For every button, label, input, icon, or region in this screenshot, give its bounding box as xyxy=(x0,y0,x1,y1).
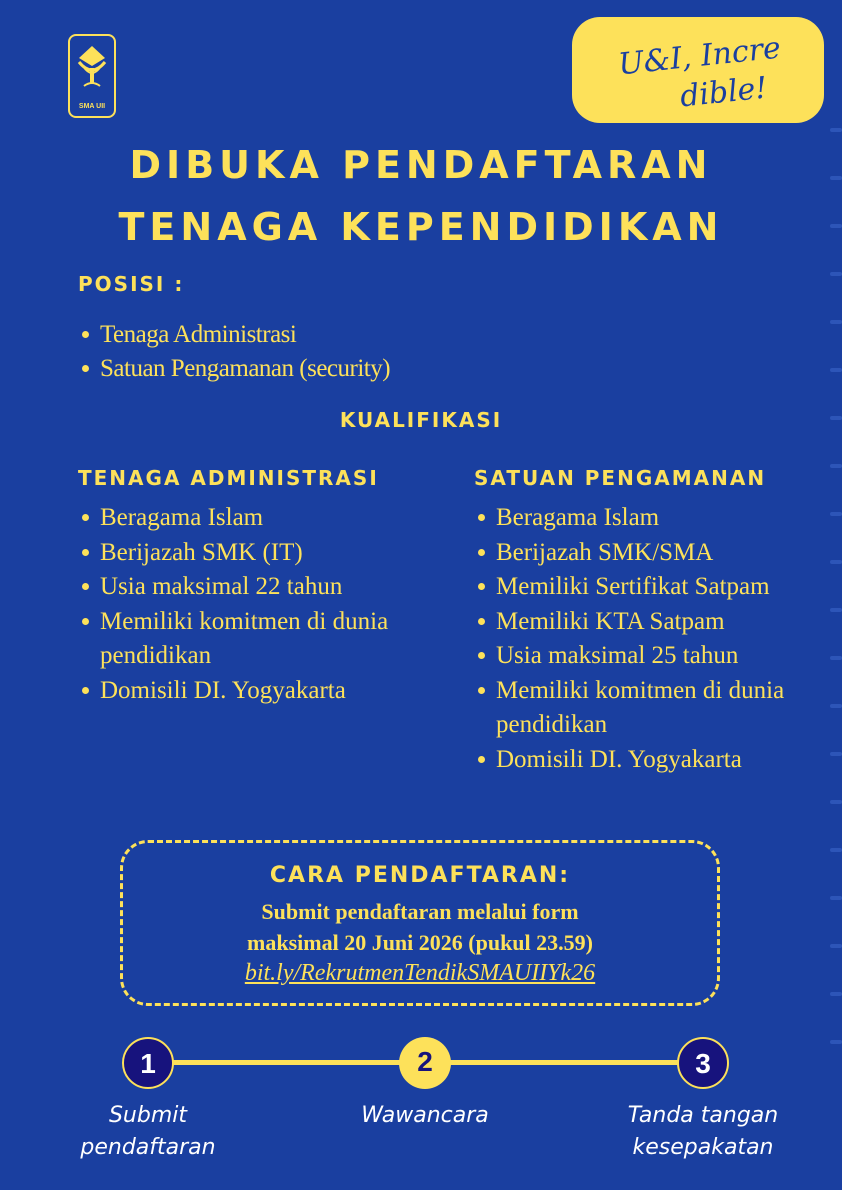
registration-link[interactable]: bit.ly/RekrutmenTendikSMAUIIYk26 xyxy=(244,960,596,986)
posisi-list xyxy=(78,318,390,386)
list-item: Usia maksimal 22 tahun xyxy=(78,570,448,605)
step-3-circle: 3 xyxy=(677,1037,729,1089)
step-1-circle: 1 xyxy=(122,1037,174,1089)
list-item: Berijazah SMK/SMA xyxy=(474,536,828,571)
list-item: Memiliki komitmen di dunia pendidikan xyxy=(78,605,448,674)
list-item: Domisili DI. Yogyakarta xyxy=(78,674,448,709)
list-item: Satuan Pengamanan (security) xyxy=(78,352,390,386)
step-1-label: Submit pendaftaran xyxy=(80,1103,216,1160)
cara-line-2: maksimal 20 Juni 2026 (pukul 23.59) xyxy=(247,930,593,955)
admin-heading: TENAGA ADMINISTRASI xyxy=(78,466,379,490)
list-item: Memiliki KTA Satpam xyxy=(474,605,828,640)
tagline-line-2: dible! xyxy=(678,70,770,115)
posisi-heading: POSISI : xyxy=(78,272,185,296)
list-item: Usia maksimal 25 tahun xyxy=(474,639,828,674)
page-title-line-2: TENAGA KEPENDIDIKAN xyxy=(118,205,724,249)
cara-heading: CARA PENDAFTARAN: xyxy=(269,863,571,888)
cara-line-1: Submit pendaftaran melalui form xyxy=(261,899,579,924)
list-item: Tenaga Administrasi xyxy=(78,318,390,352)
list-item: Memiliki komitmen di dunia pendidikan xyxy=(474,674,828,743)
registration-box xyxy=(120,840,720,1006)
admin-qualification-list xyxy=(78,501,448,708)
list-item: Domisili DI. Yogyakarta xyxy=(474,743,828,778)
school-logo xyxy=(68,34,116,118)
list-item: Beragama Islam xyxy=(474,501,828,536)
page-title-line-1: DIBUKA PENDAFTARAN xyxy=(129,143,713,187)
tagline-line-1: U&I, Incre xyxy=(616,30,783,83)
list-item: Memiliki Sertifikat Satpam xyxy=(474,570,828,605)
step-2-circle: 2 xyxy=(399,1037,451,1089)
tree-emblem-icon xyxy=(75,42,109,94)
tagline-badge xyxy=(572,17,824,123)
step-2-label: Wawancara xyxy=(361,1103,489,1128)
list-item: Beragama Islam xyxy=(78,501,448,536)
list-item: Berijazah SMK (IT) xyxy=(78,536,448,571)
logo-text: SMA UII xyxy=(78,103,106,110)
kualifikasi-heading: KUALIFIKASI xyxy=(339,408,503,432)
satpam-heading: SATUAN PENGAMANAN xyxy=(474,466,767,490)
step-3-label: Tanda tangan kesepakatan xyxy=(627,1103,779,1160)
satpam-qualification-list xyxy=(474,501,828,777)
